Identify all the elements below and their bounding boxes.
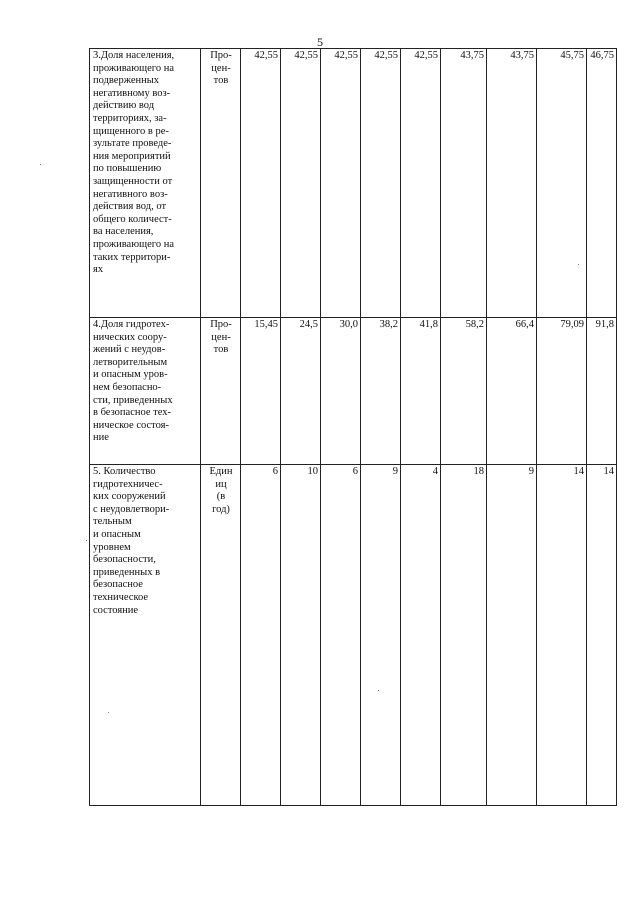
indicator-cell: 5. Количество гидротехничес- ких сооружений с неудовлетвори- тельным и опасным уровнем безопасности, приведенных в безопасное техническое состояние xyxy=(90,465,201,806)
value-cell: 46,75 xyxy=(587,49,617,318)
value-cell: 66,4 xyxy=(487,318,537,465)
page-number: 5 xyxy=(317,35,323,49)
value-cell: 6 xyxy=(241,465,281,806)
value-cell: 9 xyxy=(361,465,401,806)
scan-speck xyxy=(108,712,109,713)
unit-cell: Един иц (в год) xyxy=(201,465,241,806)
value-cell: 6 xyxy=(321,465,361,806)
unit-cell: Про- цен- тов xyxy=(201,49,241,318)
table-row xyxy=(90,49,617,318)
scan-speck xyxy=(40,164,41,165)
value-cell: 24,5 xyxy=(281,318,321,465)
unit-cell: Про- цен- тов xyxy=(201,318,241,465)
value-cell: 41,8 xyxy=(401,318,441,465)
value-cell: 38,2 xyxy=(361,318,401,465)
scan-speck xyxy=(578,264,579,265)
table-row xyxy=(90,465,617,806)
scan-speck xyxy=(86,540,87,541)
value-cell: 30,0 xyxy=(321,318,361,465)
value-cell: 15,45 xyxy=(241,318,281,465)
value-cell: 14 xyxy=(537,465,587,806)
value-cell: 14 xyxy=(587,465,617,806)
value-cell: 45,75 xyxy=(537,49,587,318)
scan-speck xyxy=(378,690,379,691)
value-cell: 43,75 xyxy=(487,49,537,318)
indicator-table xyxy=(89,48,617,806)
value-cell: 9 xyxy=(487,465,537,806)
table-row xyxy=(90,318,617,465)
value-cell: 91,8 xyxy=(587,318,617,465)
value-cell: 79,09 xyxy=(537,318,587,465)
value-cell: 42,55 xyxy=(241,49,281,318)
value-cell: 42,55 xyxy=(401,49,441,318)
value-cell: 43,75 xyxy=(441,49,487,318)
value-cell: 42,55 xyxy=(321,49,361,318)
value-cell: 10 xyxy=(281,465,321,806)
value-cell: 18 xyxy=(441,465,487,806)
indicator-cell: 4.Доля гидротех- нических соору- жений с неудов- летворительным и опасным уров- нем безопасно- сти, приведенных в безопасное тех- ническое состоя- ние xyxy=(90,318,201,465)
value-cell: 4 xyxy=(401,465,441,806)
value-cell: 42,55 xyxy=(281,49,321,318)
value-cell: 58,2 xyxy=(441,318,487,465)
indicator-cell: 3.Доля населения, проживающего на подверженных негативному воз- действию вод территориях, за- щищенного в ре- зультате проведе- ния мероприятий по повышению защищенности от негативного воз- действия вод, от общего количест- ва населения, проживающего на таких территори- ях xyxy=(90,49,201,318)
value-cell: 42,55 xyxy=(361,49,401,318)
